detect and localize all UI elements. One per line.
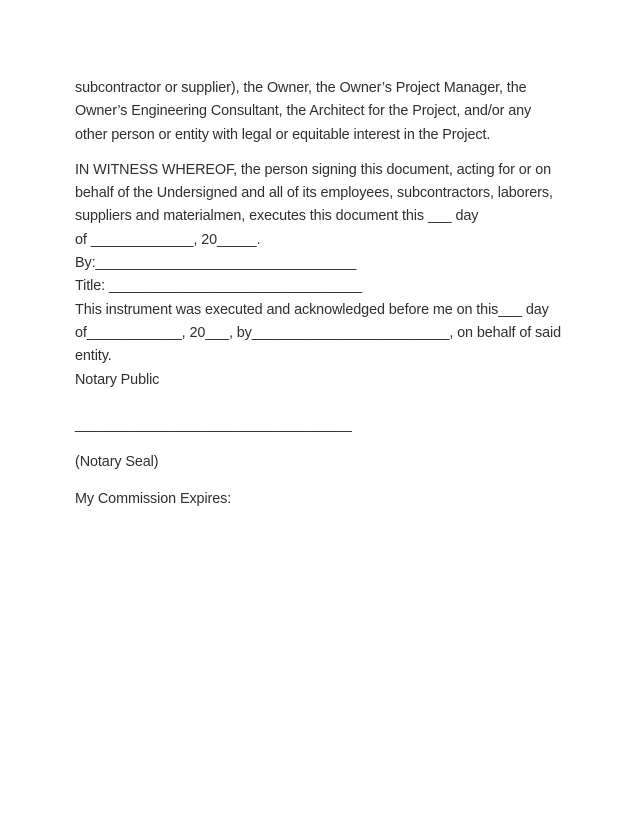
notary-seal-block: [75, 451, 575, 474]
paragraph-spacer: [75, 474, 575, 488]
notary-seal-label: (Notary Seal): [75, 454, 159, 471]
text-line: IN WITNESS WHEREOF, the person signing this document, acting for or on: [75, 161, 552, 178]
title-line: Title: ________________________________: [75, 278, 362, 295]
text-line: suppliers and materialmen, executes this document this ___ day: [75, 208, 479, 225]
paragraph-spacer: [75, 147, 575, 159]
paragraph-spacer: [75, 437, 575, 451]
text-line: of____________, 20___, by_________________________, on behalf of said: [75, 324, 562, 341]
text-line: behalf of the Undersigned and all of its employees, subcontractors, laborers,: [75, 185, 553, 202]
text-line: This instrument was executed and acknowledged before me on this___ day: [75, 301, 549, 318]
notary-public-label: Notary Public: [75, 371, 160, 388]
witness-paragraph: [75, 159, 575, 392]
document-body: [75, 77, 575, 512]
commission-expires-label: My Commission Expires:: [75, 491, 232, 508]
text-line: entity.: [75, 348, 112, 365]
by-signature-line: By:_________________________________: [75, 255, 357, 272]
liability-paragraph: [75, 77, 575, 147]
notary-signature-line: ___________________________________: [75, 416, 352, 433]
text-line: Owner’s Engineering Consultant, the Architect for the Project, and/or any: [75, 103, 532, 120]
date-line: of _____________, 20_____.: [75, 231, 261, 248]
paragraph-spacer: [75, 392, 575, 414]
text-line: other person or entity with legal or equitable interest in the Project.: [75, 126, 491, 143]
text-line: subcontractor or supplier), the Owner, the Owner’s Project Manager, the: [75, 80, 527, 96]
notary-signature-block: [75, 414, 575, 437]
commission-block: [75, 488, 575, 511]
